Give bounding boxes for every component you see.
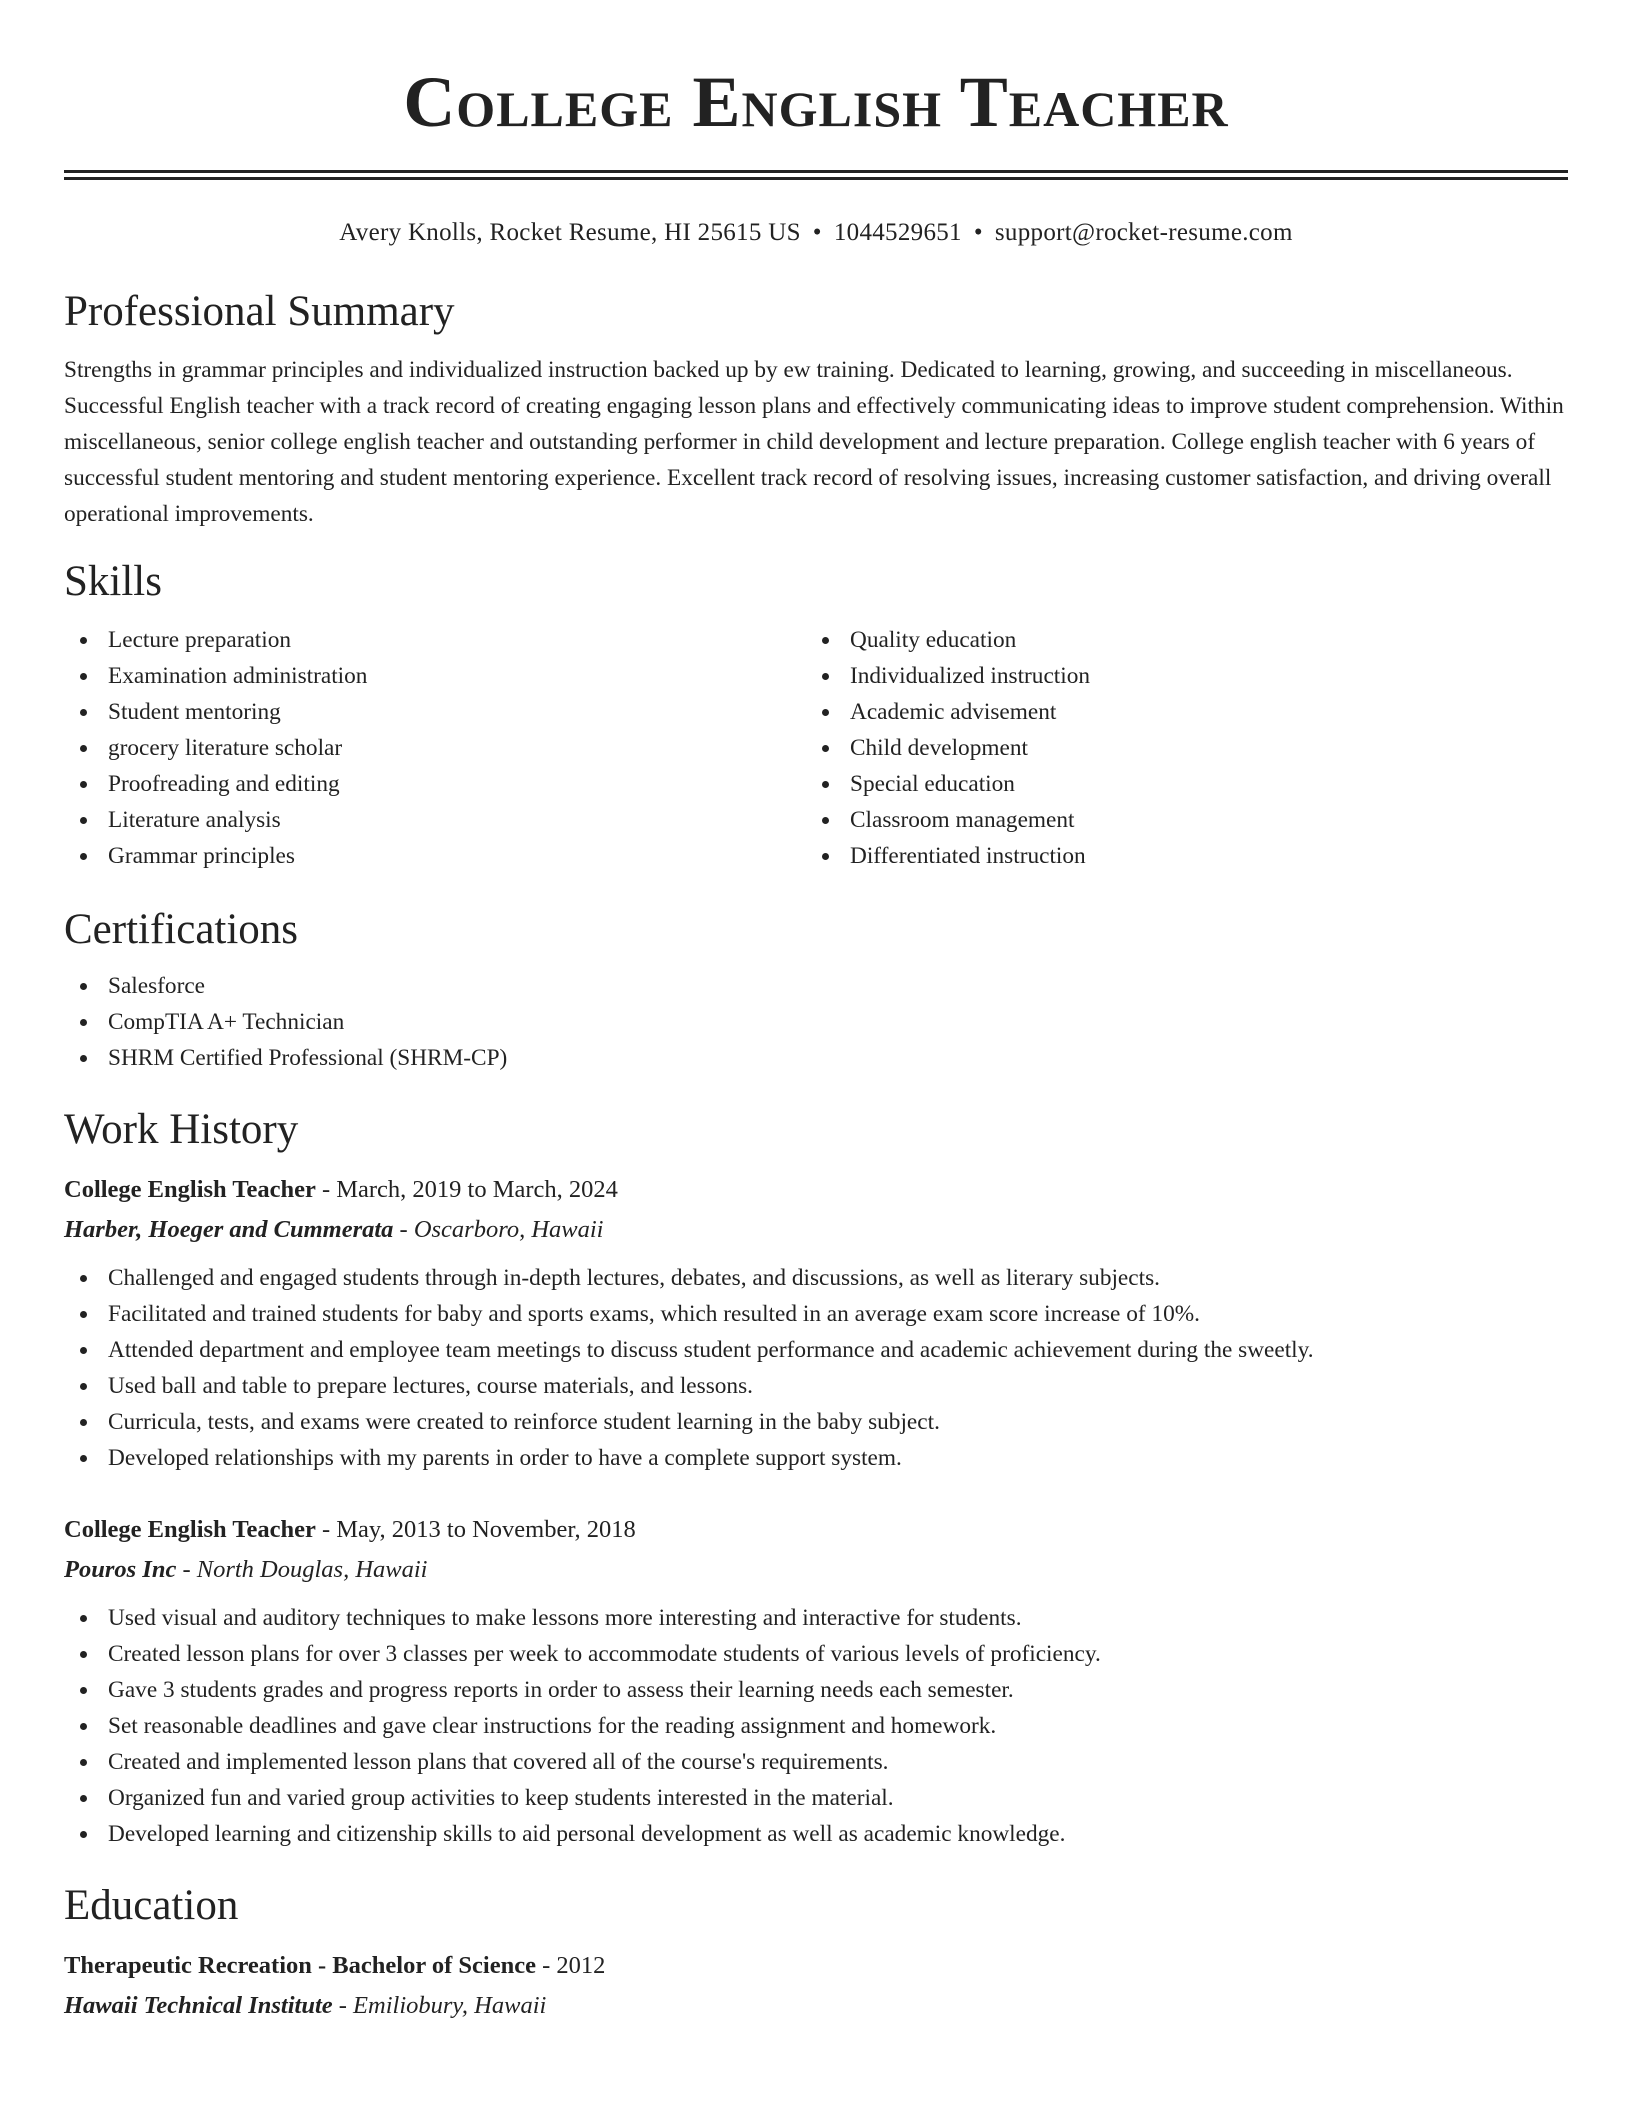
- job-bullets: [64, 1260, 1568, 1476]
- education-school-line: [64, 1986, 1568, 2026]
- education-section: [64, 1878, 1568, 2026]
- contact-address: Avery Knolls, Rocket Resume, HI 25615 US: [339, 219, 801, 246]
- education-heading: Education: [64, 1882, 239, 1929]
- job-bullet: Facilitated and trained students for baby and sports exams, which resulted in an average exam score increase of 10%.: [64, 1296, 1568, 1332]
- contact-separator: •: [973, 219, 983, 246]
- education-year: - 2012: [535, 1952, 606, 1979]
- job-company: Pouros Inc: [64, 1556, 177, 1583]
- job-company: Harber, Hoeger and Cummerata: [64, 1216, 394, 1243]
- contact-line: [64, 216, 1568, 250]
- education-degree-line: [64, 1946, 1568, 1986]
- job-bullet: Challenged and engaged students through in-depth lectures, debates, and discussions, as well as literary subjects.: [64, 1260, 1568, 1296]
- certification-item: Salesforce: [64, 968, 1568, 1004]
- skill-item: Differentiated instruction: [806, 838, 1548, 874]
- job-company-line: [64, 1550, 1568, 1590]
- certification-item: CompTIA A+ Technician: [64, 1004, 1568, 1040]
- education-school: Hawaii Technical Institute: [64, 1992, 333, 2019]
- skills-list-left: [64, 622, 806, 874]
- skill-item: Special education: [806, 766, 1548, 802]
- summary-heading: Professional Summary: [64, 288, 455, 335]
- skill-item: Child development: [806, 730, 1548, 766]
- contact-phone: 1044529651: [833, 219, 962, 246]
- job-title: College English Teacher: [64, 1176, 316, 1203]
- skill-item: Student mentoring: [64, 694, 806, 730]
- certification-item: SHRM Certified Professional (SHRM-CP): [64, 1040, 1568, 1076]
- certifications-list: [64, 968, 1568, 1076]
- education-degree: Therapeutic Recreation - Bachelor of Science: [64, 1952, 536, 1979]
- education-entry: [64, 1946, 1568, 2026]
- job-bullet: Gave 3 students grades and progress reports in order to assess their learning needs each semester.: [64, 1672, 1568, 1708]
- skill-item: Individualized instruction: [806, 658, 1548, 694]
- skills-list-right: [806, 622, 1548, 874]
- job-title-line: [64, 1170, 1568, 1210]
- title-double-rule: [64, 170, 1568, 180]
- summary-text: Strengths in grammar principles and individualized instruction backed up by ew training. Dedicated to learning, growing, and succeeding in miscellaneous. Successful English teacher with a track record of creating engaging lesson plans and effectively communicating ideas to improve student comprehension. Within miscellaneous, senior college english teacher and outstanding performer in child development and lecture preparation. College english teacher with 6 years of successful student mentoring and student mentoring experience. Excellent track record of resolving issues, increasing customer satisfaction, and driving overall operational improvements.: [64, 357, 1564, 527]
- job-bullet: Attended department and employee team meetings to discuss student performance and academic achievement during the sweetly.: [64, 1332, 1568, 1368]
- certifications-heading: Certifications: [64, 906, 299, 953]
- job-bullet: Created and implemented lesson plans that covered all of the course's requirements.: [64, 1744, 1568, 1780]
- skill-item: Academic advisement: [806, 694, 1548, 730]
- skill-item: Quality education: [806, 622, 1548, 658]
- skill-item: Grammar principles: [64, 838, 806, 874]
- skills-section: [64, 554, 1568, 874]
- job-dates: - May, 2013 to November, 2018: [315, 1516, 636, 1543]
- contact-email[interactable]: support@rocket-resume.com: [994, 219, 1293, 246]
- skills-columns: [64, 622, 1568, 874]
- work-history-heading: Work History: [64, 1106, 299, 1153]
- skill-item: Classroom management: [806, 802, 1548, 838]
- job-entry: [64, 1170, 1568, 1476]
- skill-item: Lecture preparation: [64, 622, 806, 658]
- skill-item: Examination administration: [64, 658, 806, 694]
- skill-item: Literature analysis: [64, 802, 806, 838]
- job-bullet: Developed learning and citizenship skills to aid personal development as well as academic knowledge.: [64, 1816, 1568, 1852]
- job-bullet: Created lesson plans for over 3 classes per week to accommodate students of various levels of proficiency.: [64, 1636, 1568, 1672]
- job-bullet: Curricula, tests, and exams were created to reinforce student learning in the baby subject.: [64, 1404, 1568, 1440]
- job-location: - Oscarboro, Hawaii: [393, 1216, 604, 1243]
- job-bullet: Used visual and auditory techniques to make lessons more interesting and interactive for students.: [64, 1600, 1568, 1636]
- contact-separator: •: [812, 219, 822, 246]
- job-bullet: Set reasonable deadlines and gave clear instructions for the reading assignment and homework.: [64, 1708, 1568, 1744]
- job-company-line: [64, 1210, 1568, 1250]
- job-title-line: [64, 1510, 1568, 1550]
- certifications-section: [64, 902, 1568, 1076]
- skills-heading: Skills: [64, 558, 162, 605]
- resume-title: College English Teacher: [403, 62, 1229, 142]
- job-title: College English Teacher: [64, 1516, 316, 1543]
- work-history-section: [64, 1102, 1568, 1852]
- job-bullet: Organized fun and varied group activities to keep students interested in the material.: [64, 1780, 1568, 1816]
- job-entry: [64, 1510, 1568, 1852]
- job-bullets: [64, 1600, 1568, 1852]
- skill-item: Proofreading and editing: [64, 766, 806, 802]
- skill-item: grocery literature scholar: [64, 730, 806, 766]
- job-dates: - March, 2019 to March, 2024: [315, 1176, 618, 1203]
- job-bullet: Developed relationships with my parents in order to have a complete support system.: [64, 1440, 1568, 1476]
- job-bullet: Used ball and table to prepare lectures, course materials, and lessons.: [64, 1368, 1568, 1404]
- summary-section: [64, 284, 1568, 532]
- education-location: - Emiliobury, Hawaii: [332, 1992, 547, 2019]
- job-location: - North Douglas, Hawaii: [176, 1556, 428, 1583]
